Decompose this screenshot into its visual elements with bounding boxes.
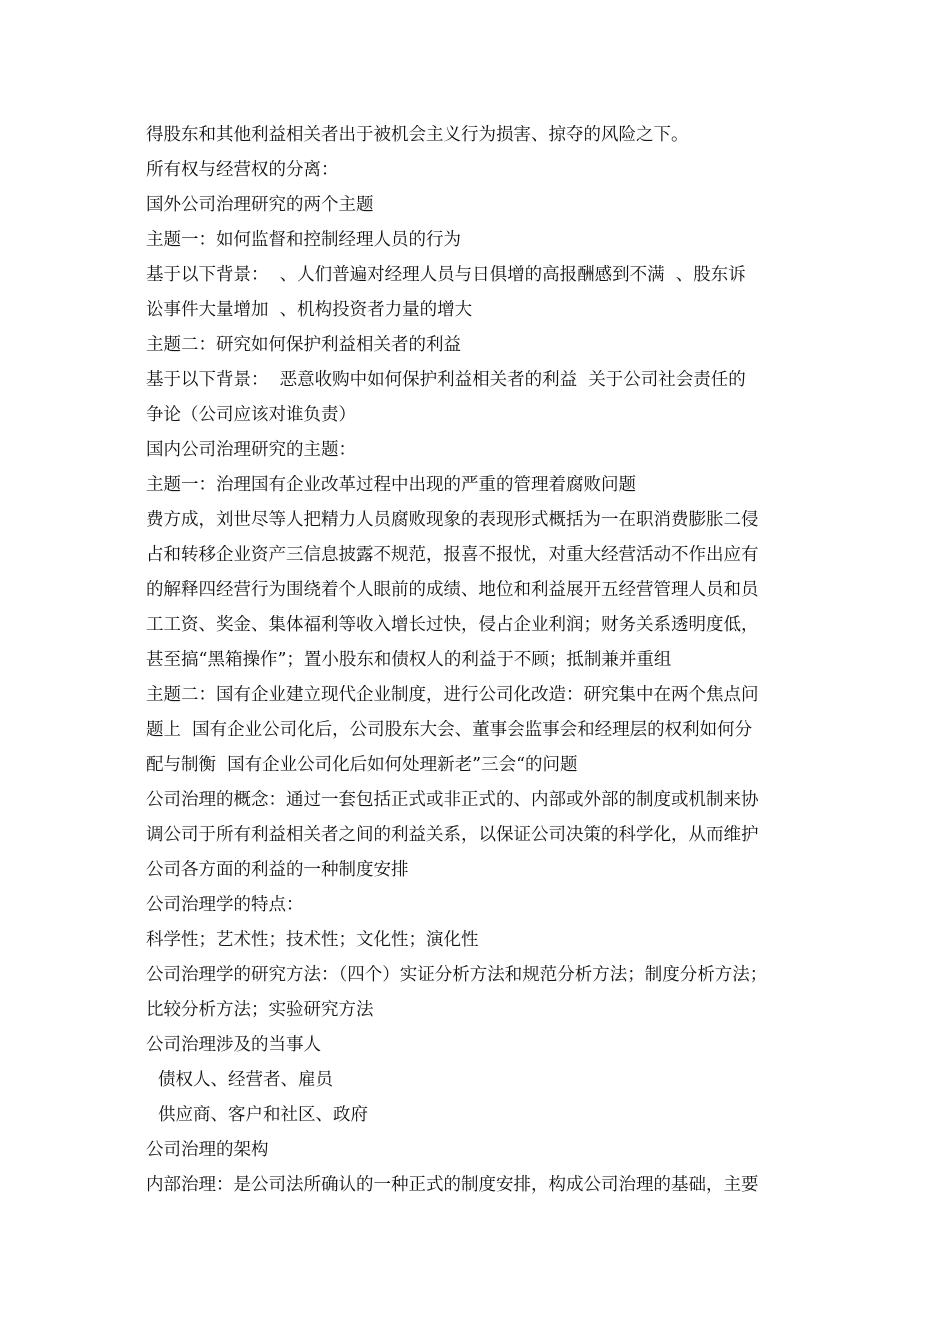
text-line: 主题二：国有企业建立现代企业制度，进行公司化改造：研究集中在两个焦点问 <box>146 685 759 705</box>
text-line: 基于以下背景： 、人们普遍对经理人员与日俱增的高报酬感到不满 、股东诉 <box>146 265 746 285</box>
text-line: 内部治理：是公司法所确认的一种正式的制度安排，构成公司治理的基础，主要 <box>146 1175 759 1195</box>
text-line: 题上 国有企业公司化后，公司股东大会、董事会监事会和经理层的权利如何分 <box>146 720 753 740</box>
text-line: 讼事件大量增加 、机构投资者力量的增大 <box>146 300 473 320</box>
text-line: 公司治理的概念：通过一套包括正式或非正式的、内部或外部的制度或机制来协 <box>146 790 759 810</box>
text-line: 费方成，刘世尽等人把精力人员腐败现象的表现形式概括为一在职消费膨胀二侵 <box>146 510 759 530</box>
text-line: 主题一：如何监督和控制经理人员的行为 <box>146 230 461 250</box>
text-line: 基于以下背景： 恶意收购中如何保护利益相关者的利益 关于公司社会责任的 <box>146 370 746 390</box>
text-line: 工工资、奖金、集体福利等收入增长过快，侵占企业利润；财务关系透明度低， <box>146 615 759 635</box>
text-line: 国内公司治理研究的主题： <box>146 440 356 460</box>
text-line: 公司治理涉及的当事人 <box>146 1035 321 1055</box>
text-line: 供应商、客户和社区、政府 <box>158 1105 368 1125</box>
document-body <box>146 118 806 1203</box>
text-line: 的解释四经营行为围绕着个人眼前的成绩、地位和利益展开五经营管理人员和员 <box>146 580 759 600</box>
text-line: 争论（公司应该对谁负责） <box>146 405 356 425</box>
text-line: 公司各方面的利益的一种制度安排 <box>146 860 409 880</box>
text-line: 公司治理学的研究方法：（四个）实证分析方法和规范分析方法；制度分析方法； <box>146 965 768 985</box>
text-line: 所有权与经营权的分离： <box>146 160 339 180</box>
text-line: 调公司于所有利益相关者之间的利益关系，以保证公司决策的科学化，从而维护 <box>146 825 759 845</box>
text-line: 比较分析方法；实验研究方法 <box>146 1000 374 1020</box>
text-line: 甚至搞“黑箱操作”；置小股东和债权人的利益于不顾；抵制兼并重组 <box>146 650 672 670</box>
text-line: 主题二：研究如何保护利益相关者的利益 <box>146 335 461 355</box>
text-line: 公司治理的架构 <box>146 1140 269 1160</box>
text-line: 公司治理学的特点： <box>146 895 304 915</box>
text-line: 占和转移企业资产三信息披露不规范，报喜不报忧，对重大经营活动不作出应有 <box>146 545 759 565</box>
text-line: 债权人、经营者、雇员 <box>158 1070 333 1090</box>
text-line: 配与制衡 国有企业公司化后如何处理新老”三会“的问题 <box>146 755 578 775</box>
text-line: 国外公司治理研究的两个主题 <box>146 195 374 215</box>
text-line: 科学性；艺术性；技术性；文化性；演化性 <box>146 930 479 950</box>
text-line: 主题一：治理国有企业改革过程中出现的严重的管理着腐败问题 <box>146 475 636 495</box>
text-line: 得股东和其他利益相关者出于被机会主义行为损害、掠夺的风险之下。 <box>146 125 689 145</box>
